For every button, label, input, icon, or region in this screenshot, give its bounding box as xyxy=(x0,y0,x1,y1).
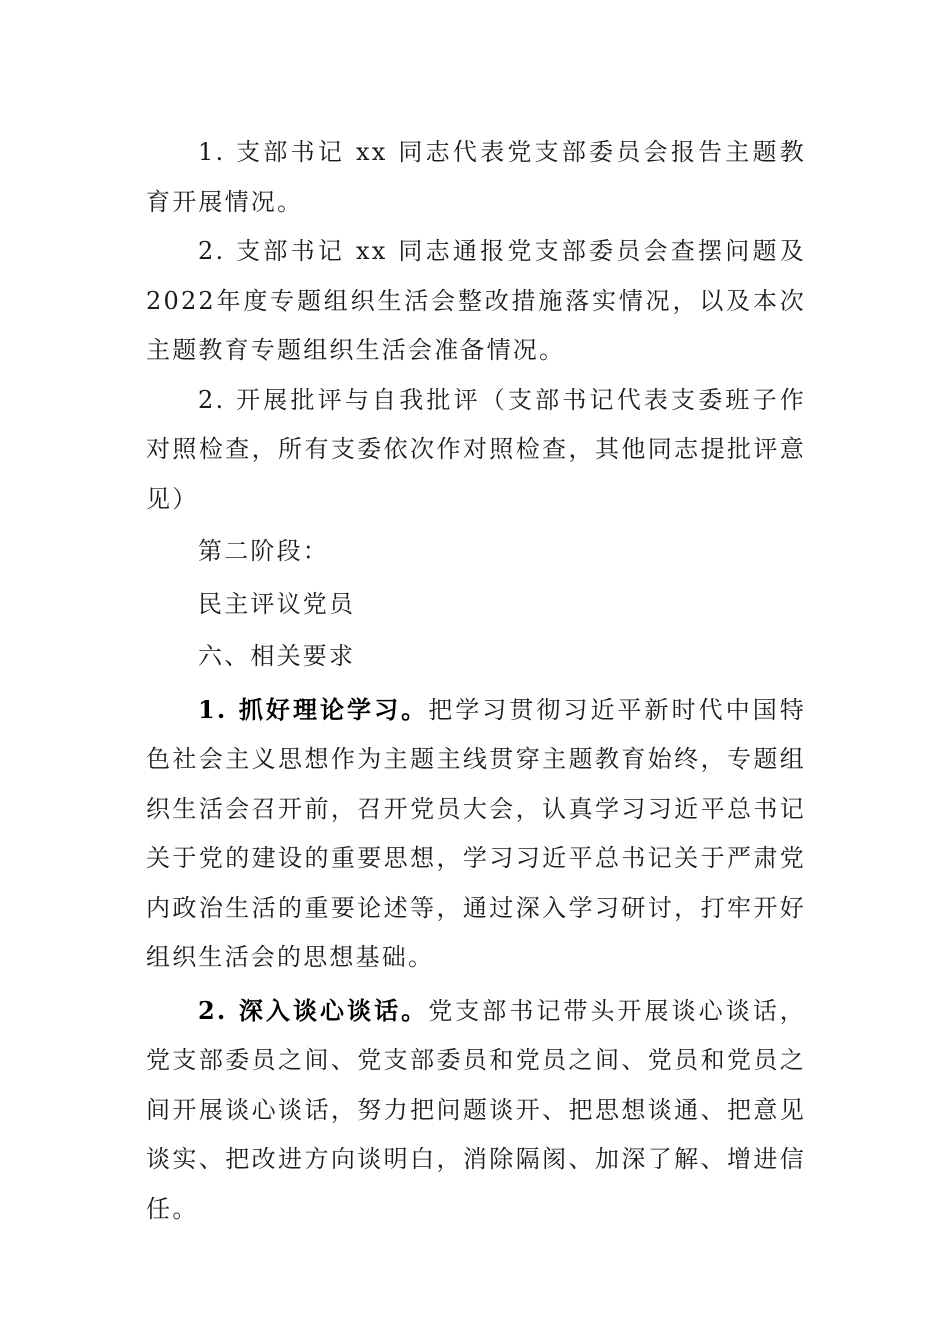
paragraph-stage-two xyxy=(146,527,806,577)
paragraph-text: 党支部书记带头开展谈心谈话，党支部委员之间、党支部委员和党员之间、党员和党员之间开展谈心谈话，努力把问题谈开、把思想谈通、把意见谈实、把改进方向谈明白，消除隔阂、加深了解、增进信任。 xyxy=(146,996,806,1223)
section-heading-requirements xyxy=(146,632,806,682)
paragraph-text: 1. 支部书记 xx 同志代表党支部委员会报告主题教育开展情况。 xyxy=(146,138,806,216)
paragraph-theory-study xyxy=(146,685,806,983)
paragraph-text: 第二阶段： xyxy=(198,537,329,565)
paragraph-text: 2. 支部书记 xx 同志通报党支部委员会查摆问题及2022年度专题组织生活会整改措施落实情况，以及本次主题教育专题组织生活会准备情况。 xyxy=(146,237,806,364)
paragraph-lead: 1. 抓好理论学习。 xyxy=(198,694,429,724)
paragraph-text: 民主评议党员 xyxy=(198,589,356,618)
paragraph-lead: 2. 深入谈心谈话。 xyxy=(198,995,429,1025)
paragraph-democratic-review xyxy=(146,580,806,630)
paragraph-text: 把学习贯彻习近平新时代中国特色社会主义思想作为主题主线贯穿主题教育始终，专题组织生活会召开前，召开党员大会，认真学习习近平总书记关于党的建设的重要思想，学习习近平总书记关于严肃党内政治生活的重要论述等，通过深入学习研讨，打牢开好组织生活会的思想基础。 xyxy=(146,695,806,971)
paragraph-heart-to-heart xyxy=(146,986,806,1235)
document-body xyxy=(146,128,806,1234)
paragraph-rectification-status xyxy=(146,227,806,376)
paragraph-report-progress xyxy=(146,128,806,227)
paragraph-criticism xyxy=(146,376,806,525)
section-heading-text: 六、相关要求 xyxy=(198,642,356,670)
paragraph-text: 2. 开展批评与自我批评（支部书记代表支委班子作对照检查，所有支委依次作对照检查，其他同志提批评意见） xyxy=(146,385,806,513)
